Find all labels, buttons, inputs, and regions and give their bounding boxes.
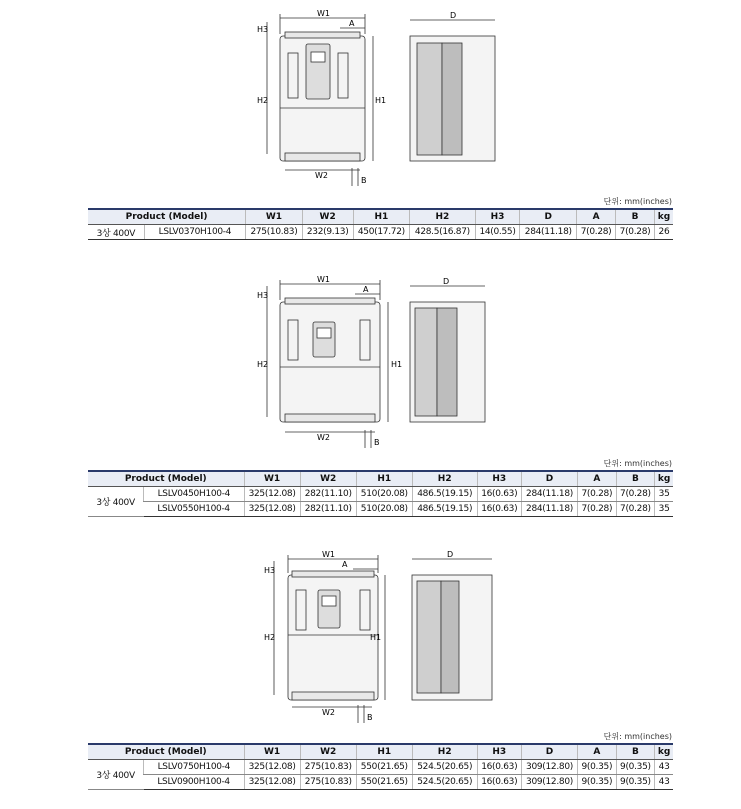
h2-cell: 428.5(16.87): [410, 225, 475, 240]
label-b: B: [361, 176, 367, 185]
spec-table-3: [88, 743, 673, 790]
header-w1: W1: [244, 471, 300, 487]
header-product: Product (Model): [88, 744, 244, 760]
header-d: D: [520, 209, 577, 225]
model-cell: LSLV0450H100-4: [144, 487, 244, 502]
h1-cell: 510(20.08): [356, 502, 412, 517]
h3-cell: 16(0.63): [477, 775, 521, 790]
label-h2: H2: [257, 96, 269, 105]
label-h2: H2: [257, 360, 269, 369]
h2-cell: 524.5(20.65): [412, 760, 477, 775]
w1-cell: 325(12.08): [244, 487, 300, 502]
b-cell: 7(0.28): [616, 487, 655, 502]
h3-cell: 14(0.55): [475, 225, 520, 240]
header-h2: H2: [410, 209, 475, 225]
w2-cell: 275(10.83): [300, 760, 356, 775]
a-cell: 9(0.35): [578, 775, 617, 790]
dimension-drawing-3: [260, 545, 510, 725]
header-kg: kg: [655, 744, 673, 760]
header-kg: kg: [655, 471, 673, 487]
w1-cell: 325(12.08): [244, 502, 300, 517]
label-h3: H3: [264, 566, 276, 575]
header-w2: W2: [300, 744, 356, 760]
w2-cell: 282(11.10): [300, 487, 356, 502]
kg-cell: 35: [655, 502, 673, 517]
header-a: A: [578, 744, 617, 760]
d-cell: 284(11.18): [521, 502, 577, 517]
header-h2: H2: [412, 471, 477, 487]
h1-cell: 510(20.08): [356, 487, 412, 502]
header-d: D: [521, 471, 577, 487]
b-cell: 9(0.35): [616, 760, 655, 775]
label-h3: H3: [257, 25, 269, 34]
a-cell: 9(0.35): [578, 760, 617, 775]
table-row: [88, 502, 673, 517]
header-w2: W2: [302, 209, 353, 225]
header-product: Product (Model): [88, 471, 244, 487]
header-h3: H3: [477, 744, 521, 760]
h3-cell: 16(0.63): [477, 502, 521, 517]
header-b: B: [616, 209, 655, 225]
keypad: [313, 322, 335, 357]
a-cell: 7(0.28): [578, 487, 617, 502]
h1-cell: 450(17.72): [353, 225, 410, 240]
b-cell: 9(0.35): [616, 775, 655, 790]
model-cell: LSLV0750H100-4: [144, 760, 244, 775]
voltage-cell: 3상 400V: [88, 487, 144, 517]
label-w2: W2: [315, 171, 328, 180]
header-w1: W1: [244, 744, 300, 760]
a-cell: 7(0.28): [577, 225, 616, 240]
header-h1: H1: [356, 744, 412, 760]
table-row: [88, 225, 673, 240]
a-cell: 7(0.28): [578, 502, 617, 517]
table-header-row: [88, 209, 673, 225]
unit-note: 단위: mm(inches): [603, 459, 672, 468]
label-w2: W2: [317, 433, 330, 442]
label-a: A: [342, 560, 348, 569]
voltage-cell: 3상 400V: [88, 225, 144, 240]
d-cell: 309(12.80): [521, 760, 577, 775]
unit-note: 단위: mm(inches): [603, 732, 672, 741]
b-cell: 7(0.28): [616, 502, 655, 517]
h1-cell: 550(21.65): [356, 760, 412, 775]
label-w1: W1: [317, 9, 330, 18]
h2-cell: 486.5(19.15): [412, 502, 477, 517]
kg-cell: 26: [654, 225, 673, 240]
voltage-cell: 3상 400V: [88, 760, 144, 790]
label-d: D: [443, 277, 450, 286]
model-cell: LSLV0550H100-4: [144, 502, 244, 517]
dimension-drawing-1: [255, 8, 505, 188]
header-w2: W2: [300, 471, 356, 487]
w2-cell: 232(9.13): [302, 225, 353, 240]
w2-cell: 275(10.83): [300, 775, 356, 790]
spec-table-2: [88, 470, 673, 517]
h2-cell: 524.5(20.65): [412, 775, 477, 790]
header-d: D: [521, 744, 577, 760]
h3-cell: 16(0.63): [477, 487, 521, 502]
table-row: [88, 760, 673, 775]
table-row: [88, 487, 673, 502]
table-header-row: [88, 471, 673, 487]
header-a: A: [578, 471, 617, 487]
label-w1: W1: [317, 275, 330, 284]
header-h3: H3: [475, 209, 520, 225]
label-h1: H1: [375, 96, 387, 105]
h1-cell: 550(21.65): [356, 775, 412, 790]
d-cell: 309(12.80): [521, 775, 577, 790]
label-a: A: [349, 19, 355, 28]
header-w1: W1: [246, 209, 303, 225]
label-b: B: [374, 438, 380, 447]
b-cell: 7(0.28): [616, 225, 655, 240]
dimension-drawing-2: [255, 272, 505, 452]
model-cell: LSLV0370H100-4: [144, 225, 245, 240]
header-h3: H3: [477, 471, 521, 487]
label-w1: W1: [322, 550, 335, 559]
kg-cell: 35: [655, 487, 673, 502]
header-a: A: [577, 209, 616, 225]
model-cell: LSLV0900H100-4: [144, 775, 244, 790]
table-header-row: [88, 744, 673, 760]
w1-cell: 325(12.08): [244, 760, 300, 775]
label-h2: H2: [264, 633, 276, 642]
header-h2: H2: [412, 744, 477, 760]
table-row: [88, 775, 673, 790]
label-h1: H1: [370, 633, 382, 642]
spec-table-1: [88, 208, 673, 240]
header-h1: H1: [353, 209, 410, 225]
header-product: Product (Model): [88, 209, 246, 225]
h2-cell: 486.5(19.15): [412, 487, 477, 502]
w1-cell: 325(12.08): [244, 775, 300, 790]
label-h3: H3: [257, 291, 269, 300]
kg-cell: 43: [655, 775, 673, 790]
label-h1: H1: [391, 360, 403, 369]
header-kg: kg: [654, 209, 673, 225]
kg-cell: 43: [655, 760, 673, 775]
label-d: D: [447, 550, 454, 559]
label-b: B: [367, 713, 373, 722]
d-cell: 284(11.18): [520, 225, 577, 240]
h3-cell: 16(0.63): [477, 760, 521, 775]
label-w2: W2: [322, 708, 335, 717]
label-d: D: [450, 11, 457, 20]
header-b: B: [616, 744, 655, 760]
unit-note: 단위: mm(inches): [603, 197, 672, 206]
w1-cell: 275(10.83): [246, 225, 303, 240]
d-cell: 284(11.18): [521, 487, 577, 502]
header-b: B: [616, 471, 655, 487]
label-a: A: [363, 285, 369, 294]
header-h1: H1: [356, 471, 412, 487]
w2-cell: 282(11.10): [300, 502, 356, 517]
